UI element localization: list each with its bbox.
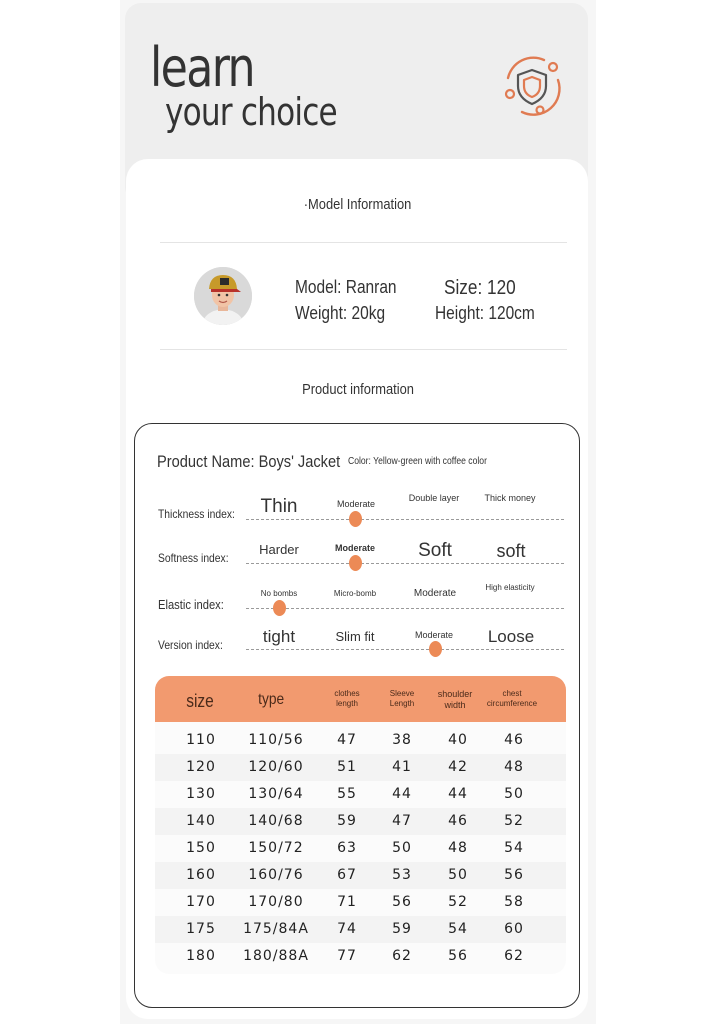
table-cell: 160/76 bbox=[248, 867, 304, 883]
table-cell: 54 bbox=[448, 921, 468, 937]
thickness-index-label: Thickness index: bbox=[158, 507, 235, 521]
table-row bbox=[155, 727, 566, 754]
model-info-title: ·Model Information bbox=[304, 196, 412, 213]
version-index-scale bbox=[246, 649, 564, 650]
index-option: Thin bbox=[260, 496, 298, 517]
index-option: Slim fit bbox=[335, 629, 375, 644]
table-cell: 46 bbox=[504, 732, 524, 748]
table-cell: 160 bbox=[186, 867, 216, 883]
table-cell: 120 bbox=[186, 759, 216, 775]
table-cell: 55 bbox=[337, 786, 357, 802]
table-cell: 140 bbox=[186, 813, 216, 829]
index-option: Moderate bbox=[334, 543, 375, 553]
table-cell: 56 bbox=[448, 948, 468, 964]
table-cell: 54 bbox=[504, 840, 524, 856]
table-row bbox=[155, 916, 566, 943]
table-cell: 67 bbox=[337, 867, 357, 883]
table-cell: 40 bbox=[448, 732, 468, 748]
table-cell: 63 bbox=[337, 840, 357, 856]
size-table-body bbox=[155, 722, 566, 974]
softness-index-label: Softness index: bbox=[158, 551, 229, 565]
column-header-sleeve-length: Sleeve Length bbox=[389, 689, 415, 708]
table-cell: 47 bbox=[392, 813, 412, 829]
table-cell: 59 bbox=[337, 813, 357, 829]
table-cell: 175/84A bbox=[243, 921, 309, 937]
table-cell: 48 bbox=[448, 840, 468, 856]
table-cell: 130/64 bbox=[248, 786, 304, 802]
divider bbox=[160, 242, 567, 243]
table-cell: 44 bbox=[448, 786, 468, 802]
column-header-shoulder-width: shoulder width bbox=[437, 689, 473, 710]
table-cell: 48 bbox=[504, 759, 524, 775]
elastic-index-scale bbox=[246, 608, 564, 609]
table-cell: 140/68 bbox=[248, 813, 304, 829]
elastic-index-marker bbox=[273, 600, 286, 616]
table-cell: 53 bbox=[392, 867, 412, 883]
index-option: soft bbox=[496, 541, 526, 561]
product-name: Product Name: Boys' Jacket bbox=[157, 452, 341, 471]
column-header-clothes-length: clothes length bbox=[334, 689, 360, 708]
column-header-type: type bbox=[257, 691, 285, 708]
table-cell: 180 bbox=[186, 948, 216, 964]
index-option: Moderate bbox=[414, 630, 454, 640]
table-cell: 52 bbox=[504, 813, 524, 829]
table-cell: 46 bbox=[448, 813, 468, 829]
model-avatar bbox=[194, 267, 252, 325]
table-cell: 170 bbox=[186, 894, 216, 910]
index-option: tight bbox=[262, 627, 296, 646]
index-option: Harder bbox=[259, 542, 299, 557]
table-cell: 62 bbox=[392, 948, 412, 964]
index-option: Double layer bbox=[408, 493, 460, 503]
table-cell: 150 bbox=[186, 840, 216, 856]
table-cell: 38 bbox=[392, 732, 412, 748]
table-cell: 50 bbox=[504, 786, 524, 802]
table-cell: 71 bbox=[337, 894, 357, 910]
index-option: No bombs bbox=[260, 589, 298, 598]
table-row bbox=[155, 754, 566, 781]
column-header-size: size bbox=[186, 691, 214, 711]
divider bbox=[160, 349, 567, 350]
table-row bbox=[155, 808, 566, 835]
table-row bbox=[155, 943, 566, 970]
hero-title-line2: your choice bbox=[165, 90, 337, 134]
index-option: Loose bbox=[487, 627, 535, 646]
column-header-chest-circumference: chest circumference bbox=[486, 689, 538, 708]
version-index-marker bbox=[429, 641, 442, 657]
table-cell: 58 bbox=[504, 894, 524, 910]
index-option: Moderate bbox=[336, 499, 376, 509]
model-size: Size: 120 bbox=[444, 277, 516, 299]
index-option: Micro-bomb bbox=[333, 589, 377, 598]
index-option: Moderate bbox=[413, 588, 457, 599]
table-cell: 52 bbox=[448, 894, 468, 910]
table-cell: 59 bbox=[392, 921, 412, 937]
softness-index-marker bbox=[349, 555, 362, 571]
table-cell: 62 bbox=[504, 948, 524, 964]
table-cell: 41 bbox=[392, 759, 412, 775]
table-cell: 110 bbox=[186, 732, 216, 748]
table-cell: 42 bbox=[448, 759, 468, 775]
table-row bbox=[155, 862, 566, 889]
table-cell: 110/56 bbox=[248, 732, 304, 748]
table-cell: 50 bbox=[392, 840, 412, 856]
table-cell: 50 bbox=[448, 867, 468, 883]
table-cell: 180/88A bbox=[243, 948, 309, 964]
table-cell: 175 bbox=[186, 921, 216, 937]
elastic-index-label: Elastic index: bbox=[158, 597, 224, 612]
product-info-title: Product information bbox=[302, 381, 414, 398]
index-option: Thick money bbox=[484, 493, 536, 503]
product-color: Color: Yellow-green with coffee color bbox=[348, 456, 487, 467]
index-option: Soft bbox=[418, 540, 452, 561]
model-name: Model: Ranran bbox=[295, 277, 397, 297]
table-cell: 56 bbox=[504, 867, 524, 883]
version-index-label: Version index: bbox=[158, 638, 223, 652]
thickness-index-marker bbox=[349, 511, 362, 527]
table-cell: 51 bbox=[337, 759, 357, 775]
table-cell: 60 bbox=[504, 921, 524, 937]
shield-icon bbox=[500, 54, 564, 118]
table-cell: 150/72 bbox=[248, 840, 304, 856]
table-cell: 120/60 bbox=[248, 759, 304, 775]
softness-index-scale bbox=[246, 563, 564, 564]
table-cell: 47 bbox=[337, 732, 357, 748]
table-row bbox=[155, 889, 566, 916]
model-weight: Weight: 20kg bbox=[295, 303, 386, 323]
table-cell: 44 bbox=[392, 786, 412, 802]
size-table-header bbox=[155, 676, 566, 722]
model-height: Height: 120cm bbox=[435, 303, 535, 323]
table-row bbox=[155, 781, 566, 808]
index-option: High elasticity bbox=[485, 583, 535, 592]
table-cell: 170/80 bbox=[248, 894, 304, 910]
table-cell: 74 bbox=[337, 921, 357, 937]
table-cell: 77 bbox=[337, 948, 357, 964]
hero-title-line1: learn bbox=[150, 36, 254, 99]
table-cell: 130 bbox=[186, 786, 216, 802]
table-row bbox=[155, 835, 566, 862]
thickness-index-scale bbox=[246, 519, 564, 520]
table-cell: 56 bbox=[392, 894, 412, 910]
